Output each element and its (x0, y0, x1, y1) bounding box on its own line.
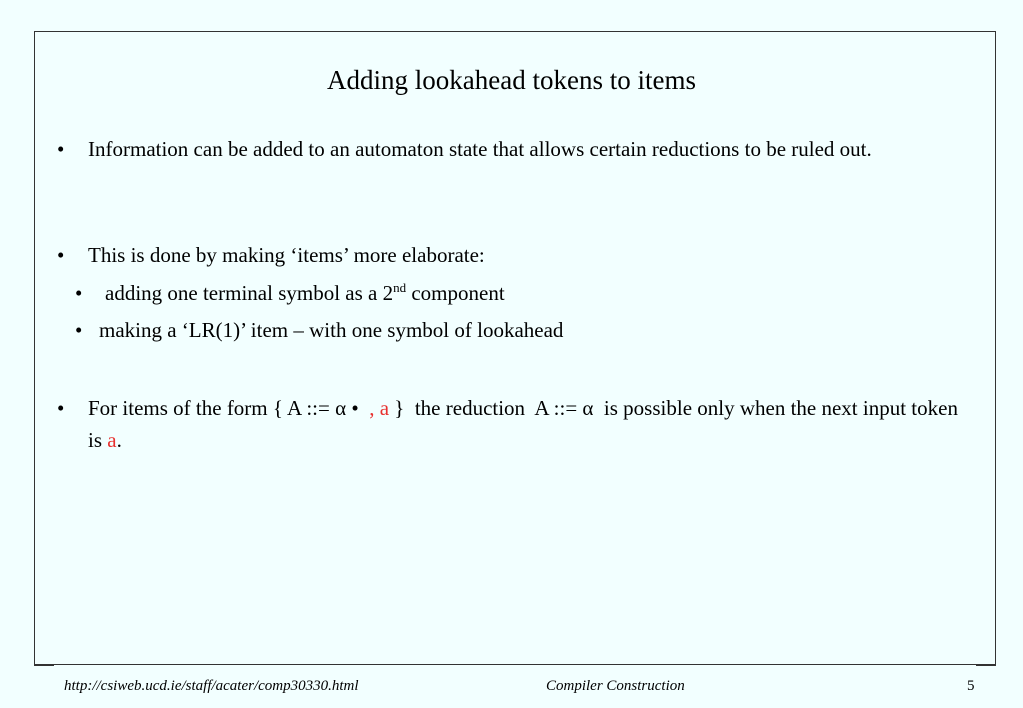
bullet-marker: • (57, 243, 65, 267)
superscript: nd (393, 280, 407, 295)
sub-bullet-text: making a ‘LR(1)’ item – with one symbol of lookahead (99, 318, 564, 342)
slide-frame (34, 31, 996, 665)
lookahead-token: a (107, 428, 117, 452)
bullet-text: Information can be added to an automaton state that allows certain reductions to be ruled out. (88, 137, 872, 161)
bullet-marker: • (57, 396, 65, 420)
bullet-item (57, 392, 963, 456)
sub-bullet-text: adding one terminal symbol as a 2nd component (105, 280, 505, 305)
bullet-text: This is done by making ‘items’ more elaborate: (88, 243, 485, 267)
footer-course-title: Compiler Construction (546, 678, 685, 694)
footer-divider (976, 664, 996, 666)
lookahead-token: , a (369, 396, 390, 420)
bullet-marker: • (57, 137, 65, 161)
footer-divider (34, 664, 54, 666)
footer-url: http://csiweb.ucd.ie/staff/acater/comp30330.html (64, 678, 359, 694)
bullet-marker: • (75, 281, 83, 305)
bullet-item (57, 239, 963, 271)
bullet-item (57, 133, 963, 165)
sub-bullet-item (75, 316, 563, 344)
slide-title: Adding lookahead tokens to items (327, 65, 696, 95)
sub-bullet-item (75, 279, 505, 307)
bullet-marker: • (75, 318, 83, 342)
bullet-text: For items of the form { A ::= α • , a } the reduction A ::= α is possible only when the next input token is a. (88, 396, 964, 452)
page-number: 5 (967, 678, 975, 694)
